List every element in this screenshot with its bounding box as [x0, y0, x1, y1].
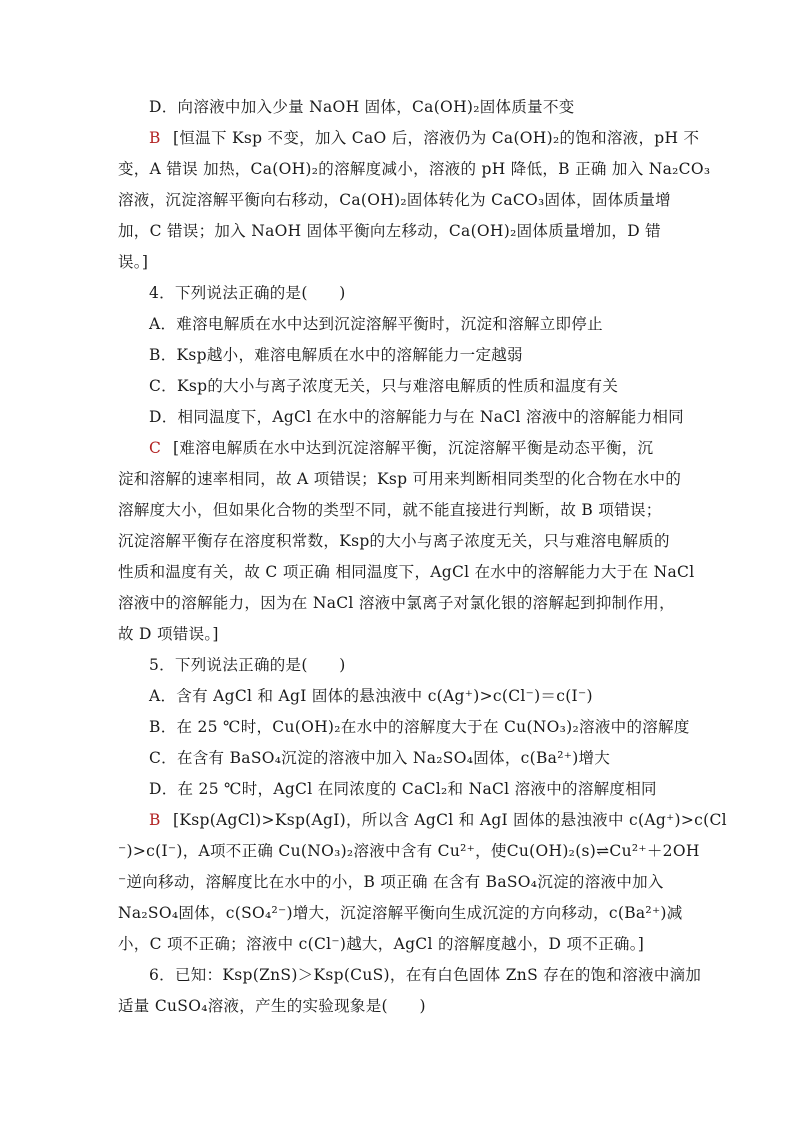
text-line: [118, 619, 678, 650]
text-line: [118, 495, 678, 526]
line-text: 误。]: [118, 253, 149, 271]
text-line: [118, 185, 678, 216]
line-text: D．向溶液中加入少量 NaOH 固体，Ca(OH)₂固体质量不变: [149, 98, 575, 116]
line-text: Na₂SO₄固体，c(SO₄²⁻)增大，沉淀溶解平衡向生成沉淀的方向移动，c(Ba²⁺)减: [118, 904, 683, 922]
answer-letter: B: [149, 811, 161, 829]
text-line: [118, 991, 678, 1022]
line-text: 小，C 项不正确；溶液中 c(Cl⁻)越大，AgCl 的溶解度越小，D 项不正确。]: [118, 935, 645, 953]
line-text: 4．下列说法正确的是( ): [149, 284, 346, 302]
text-line: [118, 774, 678, 805]
text-line: [118, 123, 700, 154]
text-line: [118, 92, 678, 123]
text-line: [118, 247, 678, 278]
text-line: [118, 402, 684, 433]
text-line: [118, 278, 678, 309]
text-line: [118, 650, 678, 681]
text-line: [118, 805, 727, 836]
line-text: A．难溶电解质在水中达到沉淀溶解平衡时，沉淀和溶解立即停止: [149, 315, 603, 333]
text-line: [118, 588, 678, 619]
line-text: [Ksp(AgCl)>Ksp(AgI)，所以含 AgCl 和 AgI 固体的悬浊液中 c(Ag⁺)>c(Cl: [173, 811, 727, 829]
text-line: [118, 340, 678, 371]
text-line: [118, 216, 678, 247]
line-text: 溶液，沉淀溶解平衡向右移动，Ca(OH)₂固体转化为 CaCO₃固体，固体质量增: [118, 191, 671, 209]
text-line: [118, 712, 690, 743]
text-line: [118, 836, 700, 867]
line-text: 加，C 错误；加入 NaOH 固体平衡向左移动，Ca(OH)₂固体质量增加，D 错: [118, 222, 661, 240]
line-text: 6．已知：Ksp(ZnS)＞Ksp(CuS)，在有白色固体 ZnS 存在的饱和溶液中滴加: [149, 966, 702, 984]
answer-letter: C: [149, 439, 162, 457]
line-text: B．Ksp越小，难溶电解质在水中的溶解能力一定越弱: [149, 346, 523, 364]
line-text: A．含有 AgCl 和 AgI 固体的悬浊液中 c(Ag⁺)>c(Cl⁻)＝c(I⁻): [149, 687, 593, 705]
text-line: [118, 464, 682, 495]
line-text: B．在 25 ℃时，Cu(OH)₂在水中的溶解度大于在 Cu(NO₃)₂溶液中的溶解度: [149, 718, 690, 736]
line-text: C．在含有 BaSO₄沉淀的溶液中加入 Na₂SO₄固体，c(Ba²⁺)增大: [149, 749, 611, 767]
text-line: [118, 898, 683, 929]
line-text: 5．下列说法正确的是( ): [149, 656, 346, 674]
line-text: 溶液中的溶解能力，因为在 NaCl 溶液中氯离子对氯化银的溶解起到抑制作用，: [118, 594, 675, 612]
text-line: [118, 867, 678, 898]
line-text: 变，A 错误 加热，Ca(OH)₂的溶解度减小，溶液的 pH 降低，B 正确 加入 Na₂CO₃: [118, 160, 711, 178]
text-line: [118, 929, 678, 960]
text-line: [118, 309, 678, 340]
text-line: [118, 154, 711, 185]
line-text: [恒温下 Ksp 不变，加入 CaO 后，溶液仍为 Ca(OH)₂的饱和溶液，pH 不: [173, 129, 700, 147]
text-line: [118, 743, 678, 774]
answer-letter: B: [149, 129, 161, 147]
line-text: 适量 CuSO₄溶液，产生的实验现象是( ): [118, 997, 426, 1015]
line-text: ⁻)>c(I⁻)，A项不正确 Cu(NO₃)₂溶液中含有 Cu²⁺，使Cu(OH)₂(s)⇌Cu²⁺＋2OH: [118, 842, 700, 860]
line-text: 淀和溶解的速率相同，故 A 项错误；Ksp 可用来判断相同类型的化合物在水中的: [118, 470, 682, 488]
line-text: 溶解度大小，但如果化合物的类型不同，就不能直接进行判断，故 B 项错误；: [118, 501, 662, 519]
text-line: [118, 433, 678, 464]
line-text: ⁻逆向移动，溶解度比在水中的小，B 项正确 在含有 BaSO₄沉淀的溶液中加入: [118, 873, 664, 891]
text-line: [118, 681, 678, 712]
text-line: [118, 371, 678, 402]
line-text: [难溶电解质在水中达到沉淀溶解平衡，沉淀溶解平衡是动态平衡，沉: [173, 439, 654, 457]
line-text: 性质和温度有关，故 C 项正确 相同温度下，AgCl 在水中的溶解能力大于在 NaCl: [118, 563, 695, 581]
line-text: 沉淀溶解平衡存在溶度积常数，Ksp的大小与离子浓度无关，只与难溶电解质的: [118, 532, 670, 550]
text-line: [118, 526, 678, 557]
line-text: 故 D 项错误。]: [118, 625, 219, 643]
line-text: D．在 25 ℃时，AgCl 在同浓度的 CaCl₂和 NaCl 溶液中的溶解度相同: [149, 780, 657, 798]
text-line: [118, 960, 702, 991]
line-text: C．Ksp的大小与离子浓度无关，只与难溶电解质的性质和温度有关: [149, 377, 619, 395]
text-line: [118, 557, 695, 588]
document-body: [118, 92, 727, 1022]
line-text: D．相同温度下，AgCl 在水中的溶解能力与在 NaCl 溶液中的溶解能力相同: [149, 408, 684, 426]
